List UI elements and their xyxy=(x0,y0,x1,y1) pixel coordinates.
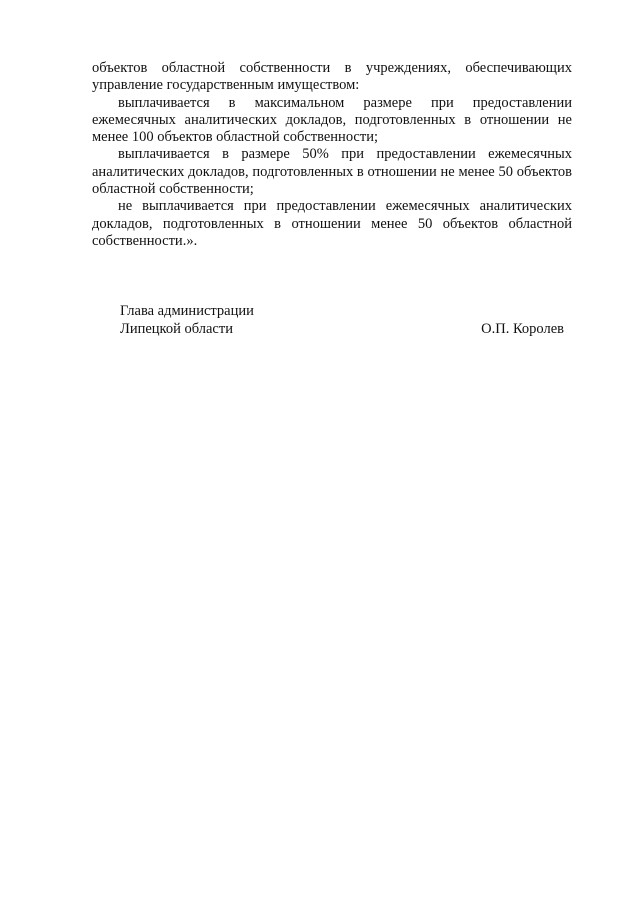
paragraph-no-payment: не выплачивается при предоставлении ежемесячных аналитических докладов, подготовленных в отношении менее 50 объектов областной собственности.». xyxy=(92,198,572,249)
signature-position-line2: Липецкой области xyxy=(120,321,233,337)
signatory-name: О.П. Королев xyxy=(481,321,564,337)
document-body xyxy=(92,60,572,250)
signature-line xyxy=(120,320,564,338)
paragraph-max-payment: выплачивается в максимальном размере при предоставлении ежемесячных аналитических докладов, подготовленных в отношении не менее 100 объектов областной собственности; xyxy=(92,94,572,146)
signature-position-line1: Глава администрации xyxy=(120,303,254,319)
paragraph-half-payment: выплачивается в размере 50% при предоставлении ежемесячных аналитических докладов, подготовленных в отношении не менее 50 объектов областной собственности; xyxy=(92,146,572,198)
paragraph-continuation: объектов областной собственности в учреждениях, обеспечивающих управление государственным имуществом: xyxy=(92,60,572,94)
signature-block xyxy=(120,302,564,338)
